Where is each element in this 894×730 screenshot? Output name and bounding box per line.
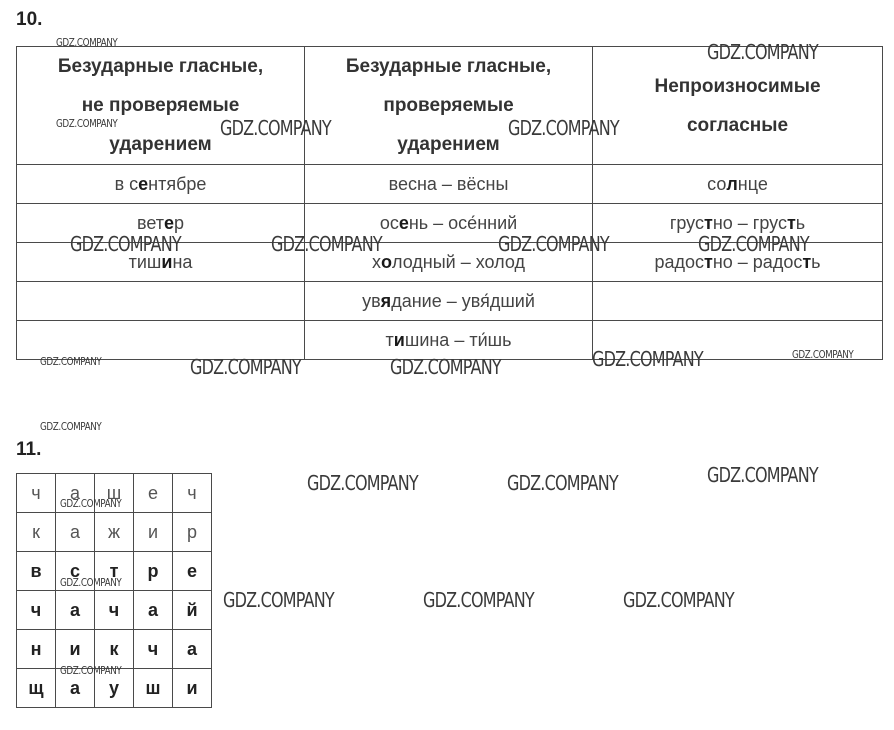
table-row xyxy=(17,165,883,204)
word-part: радос xyxy=(654,251,704,272)
highlighted-letter: л xyxy=(726,173,738,194)
word-part: х xyxy=(371,251,381,272)
exercise-10-body xyxy=(17,165,883,360)
word-part: ос xyxy=(379,212,399,233)
grid-row xyxy=(17,669,212,708)
watermark: GDZ.COMPANY xyxy=(40,355,102,368)
letter-cell: у xyxy=(95,669,134,708)
word-part: но – грус xyxy=(712,212,787,233)
exercise-10-number: 10. xyxy=(16,9,43,30)
word-part: т xyxy=(385,329,394,350)
word-part: вет xyxy=(136,212,164,233)
word-part: на xyxy=(172,251,193,272)
header-line: не проверяемые xyxy=(81,95,240,116)
letter-cell: е xyxy=(173,552,212,591)
letter-cell: й xyxy=(173,591,212,630)
watermark: GDZ.COMPANY xyxy=(60,497,122,510)
letter-cell: с xyxy=(56,552,95,591)
header-line: Непроизносимые xyxy=(654,75,821,97)
highlighted-letter: т xyxy=(704,251,713,272)
header-line: согласные xyxy=(686,114,789,136)
table-cell xyxy=(17,282,305,321)
highlighted-letter: и xyxy=(161,251,173,272)
table-header-row xyxy=(17,47,883,165)
watermark: GDZ.COMPANY xyxy=(707,40,818,64)
table-cell xyxy=(17,165,305,204)
highlighted-letter: я xyxy=(380,290,392,311)
word-part: в с xyxy=(114,173,139,194)
watermark: GDZ.COMPANY xyxy=(56,36,118,49)
header-line: ударением xyxy=(109,134,212,155)
table-cell xyxy=(17,321,305,360)
word-part: тиш xyxy=(128,251,162,272)
letter-grid-body xyxy=(17,474,212,708)
exercise-11-letter-grid xyxy=(16,473,212,708)
letter-cell: р xyxy=(134,552,173,591)
header-line: Безударные гласные, xyxy=(345,56,552,77)
watermark: GDZ.COMPANY xyxy=(60,576,122,589)
letter-cell: а xyxy=(56,669,95,708)
table-cell xyxy=(305,282,593,321)
table-row xyxy=(17,321,883,360)
letter-cell: н xyxy=(17,630,56,669)
watermark: GDZ.COMPANY xyxy=(60,664,122,677)
exercise-11-number: 11. xyxy=(16,439,42,460)
header-verifiable-vowels xyxy=(305,47,593,165)
watermark: GDZ.COMPANY xyxy=(390,355,501,379)
word-part: со xyxy=(707,173,727,194)
watermark: GDZ.COMPANY xyxy=(307,471,418,495)
word-part: ув xyxy=(362,290,381,311)
table-row xyxy=(17,282,883,321)
word-part: дание – увя́дший xyxy=(391,290,535,311)
watermark: GDZ.COMPANY xyxy=(498,232,609,256)
highlighted-letter: т xyxy=(786,212,796,233)
letter-cell: ч xyxy=(95,591,134,630)
highlighted-letter: т xyxy=(703,212,713,233)
watermark: GDZ.COMPANY xyxy=(40,420,102,433)
grid-row xyxy=(17,552,212,591)
watermark: GDZ.COMPANY xyxy=(507,471,618,495)
watermark: GDZ.COMPANY xyxy=(223,588,334,612)
letter-cell: к xyxy=(17,513,56,552)
letter-cell: а xyxy=(56,474,95,513)
letter-cell: а xyxy=(56,513,95,552)
header-line: Безударные гласные, xyxy=(57,56,264,77)
exercise-10-table xyxy=(16,46,883,360)
watermark: GDZ.COMPANY xyxy=(56,117,118,130)
header-silent-consonants xyxy=(593,47,883,165)
table-cell xyxy=(17,204,305,243)
table-cell xyxy=(593,282,883,321)
letter-cell: т xyxy=(95,552,134,591)
header-unverifiable-vowels xyxy=(17,47,305,165)
letter-cell: а xyxy=(134,591,173,630)
grid-row xyxy=(17,474,212,513)
watermark: GDZ.COMPANY xyxy=(792,348,854,361)
letter-cell: ж xyxy=(95,513,134,552)
watermark: GDZ.COMPANY xyxy=(698,232,809,256)
table-row xyxy=(17,243,883,282)
watermark: GDZ.COMPANY xyxy=(508,116,619,140)
letter-cell: к xyxy=(95,630,134,669)
watermark: GDZ.COMPANY xyxy=(220,116,331,140)
highlighted-letter: е xyxy=(398,212,409,233)
header-line: проверяемые xyxy=(383,95,514,116)
table-cell xyxy=(593,204,883,243)
watermark: GDZ.COMPANY xyxy=(623,588,734,612)
word-part: нце xyxy=(737,173,768,194)
table-cell xyxy=(593,243,883,282)
letter-cell: ш xyxy=(134,669,173,708)
grid-row xyxy=(17,591,212,630)
letter-cell: а xyxy=(56,591,95,630)
table-cell xyxy=(593,321,883,360)
word-part: ь xyxy=(811,251,821,272)
table-cell xyxy=(305,321,593,360)
letter-cell: ч xyxy=(17,591,56,630)
highlighted-letter: т xyxy=(802,251,812,272)
letter-cell: ч xyxy=(134,630,173,669)
word-part: шина – ти́шь xyxy=(404,329,512,350)
letter-cell: и xyxy=(56,630,95,669)
header-line: ударением xyxy=(397,134,500,155)
watermark: GDZ.COMPANY xyxy=(70,232,181,256)
watermark: GDZ.COMPANY xyxy=(423,588,534,612)
table-cell xyxy=(305,243,593,282)
table-cell xyxy=(17,243,305,282)
word-part: р xyxy=(174,212,185,233)
grid-row xyxy=(17,513,212,552)
letter-cell: в xyxy=(17,552,56,591)
letter-cell: р xyxy=(173,513,212,552)
word-part: ь xyxy=(795,212,806,233)
letter-cell: и xyxy=(134,513,173,552)
letter-cell: е xyxy=(134,474,173,513)
letter-cell: щ xyxy=(17,669,56,708)
word-part: но – радос xyxy=(712,251,803,272)
highlighted-letter: е xyxy=(138,173,149,194)
letter-cell: и xyxy=(173,669,212,708)
highlighted-letter: е xyxy=(164,212,175,233)
word-part: нь – осе́нний xyxy=(408,212,518,233)
letter-cell: ш xyxy=(95,474,134,513)
watermark: GDZ.COMPANY xyxy=(271,232,382,256)
word-part: грус xyxy=(669,212,704,233)
table-cell xyxy=(305,165,593,204)
word-part: нтябре xyxy=(148,173,207,194)
table-cell xyxy=(593,165,883,204)
table-row xyxy=(17,204,883,243)
word-part: весна – вёсны xyxy=(388,173,509,194)
letter-cell: ч xyxy=(173,474,212,513)
watermark: GDZ.COMPANY xyxy=(190,355,301,379)
letter-cell: ч xyxy=(17,474,56,513)
letter-cell: а xyxy=(173,630,212,669)
watermark: GDZ.COMPANY xyxy=(707,463,818,487)
watermark: GDZ.COMPANY xyxy=(592,347,703,371)
highlighted-letter: о xyxy=(380,251,392,272)
table-cell xyxy=(305,204,593,243)
highlighted-letter: и xyxy=(393,329,405,350)
grid-row xyxy=(17,630,212,669)
word-part: лодный – холод xyxy=(391,251,525,272)
